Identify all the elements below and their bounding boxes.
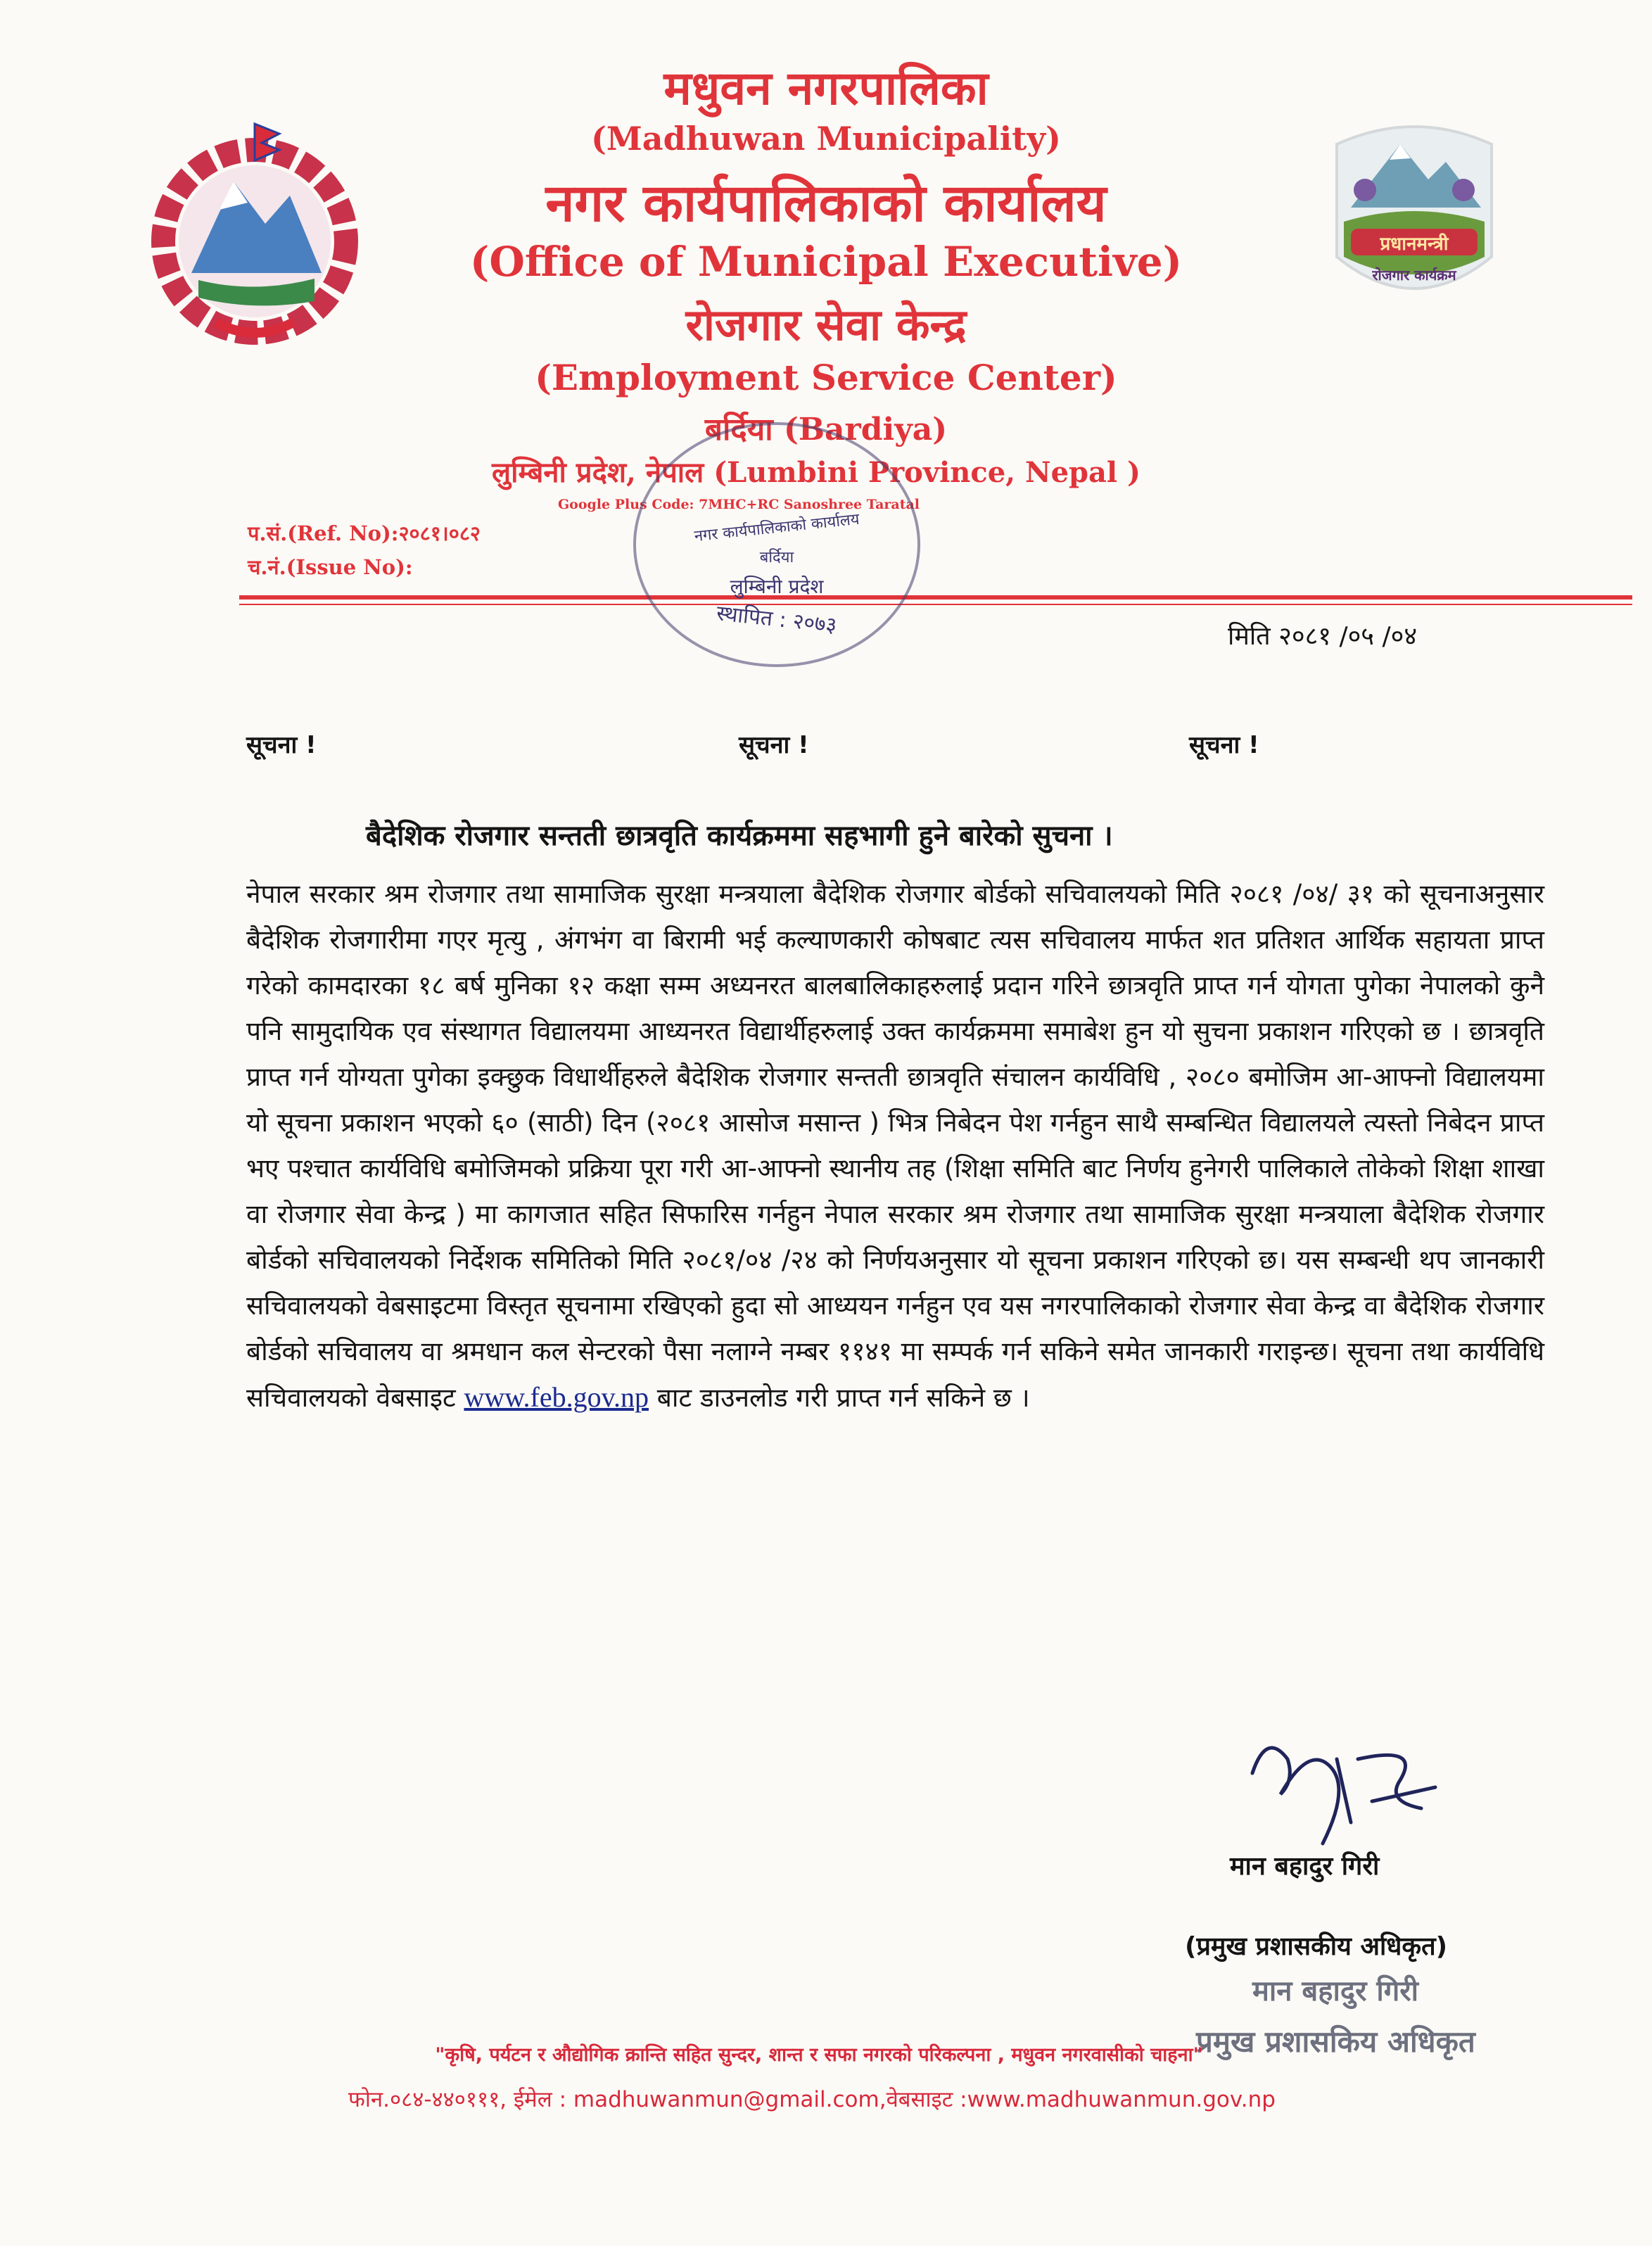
notice-date: मिति २०८१ /०५ /०४ bbox=[1228, 622, 1418, 651]
footer-contact: फोन.०८४-४४०१११, ईमेल : madhuwanmun@gmail.com,वेबसाइट :www.madhuwanmun.gov.np bbox=[348, 2087, 1276, 2112]
municipality-name-en: (Madhuwan Municipality) bbox=[591, 120, 1061, 158]
issue-number: च.नं.(Issue No): bbox=[248, 555, 413, 579]
stamp-line-3: लुम्बिनी प्रदेश bbox=[730, 575, 824, 598]
reference-number: प.सं.(Ref. No):२०८१।०८२ bbox=[248, 521, 481, 545]
center-name-np: रोजगार सेवा केन्द्र bbox=[685, 299, 967, 350]
municipality-name-np: मधुवन नगरपालिका bbox=[663, 61, 989, 115]
notice-body bbox=[246, 871, 1544, 1421]
notice-label-center: सूचना ! bbox=[739, 731, 809, 759]
designation-stamp-title: प्रमुख प्रशासकिय अधिकृत bbox=[1196, 2024, 1475, 2059]
designation-stamp-name: मान बहादुर गिरी bbox=[1252, 1975, 1418, 2007]
stamp-line-1: नगर कार्यपालिकाको कार्यालय bbox=[693, 510, 860, 546]
google-plus-code: Google Plus Code: 7MHC+RC Sanoshree Taratal bbox=[557, 497, 920, 512]
notice-body-end: बाट डाउनलोड गरी प्राप्त गर्न सकिने छ । bbox=[656, 1383, 1030, 1413]
right-logo-text: प्रधानमन्त्री bbox=[1380, 234, 1449, 255]
notice-label-right: सूचना ! bbox=[1189, 731, 1259, 759]
signatory-name: मान बहादुर गिरी bbox=[1230, 1852, 1380, 1881]
district-name: बर्दिया (Bardiya) bbox=[704, 412, 948, 448]
province-name: लुम्बिनी प्रदेश, नेपाल (Lumbini Province, Nepal ) bbox=[492, 456, 1140, 489]
signatory-designation: (प्रमुख प्रशासकीय अधिकृत) bbox=[1185, 1932, 1448, 1961]
office-name-np: नगर कार्यपालिकाको कार्यालय bbox=[545, 173, 1107, 234]
center-name-en: (Employment Service Center) bbox=[535, 357, 1117, 398]
right-logo-subtext: रोजगार कार्यक्रम bbox=[1372, 267, 1456, 284]
notice-subject: बैदेशिक रोजगार सन्तती छात्रवृति कार्यक्रममा सहभागी हुने बारेको सुचना । bbox=[366, 820, 1113, 852]
stamp-line-2: बर्दिया bbox=[759, 549, 794, 566]
stamp-line-4: स्थापित : २०७३ bbox=[715, 601, 838, 638]
notice-body-text: नेपाल सरकार श्रम रोजगार तथा सामाजिक सुरक्षा मन्त्रयाला बैदेशिक रोजगार बोर्डको सचिवालयको मिति २०८१ /०४/ ३१ को सूचनाअनुसार बैदेशिक रोजगारीमा गएर मृत्यु , अंगभंग वा बिरामी भई कल्याणकारी कोषबाट त्यस सचिवालय मार्फत शत प्रतिशत आर्थिक सहायता प्राप्त गरेको कामदारका १८ बर्ष मुनिका १२ कक्षा सम्म अध्यनरत बालबालिकाहरुलाई प्रदान गरिने छात्रवृति प्राप्त गर्न योगता पुगेका नेपालको कुनै पनि सामुदायिक एव संस्थागत विद्यालयमा आध्यनरत विद्यार्थीहरुलाई उक्त कार्यक्रममा समाबेश हुन यो सुचना प्रकाशन गरिएको छ । छात्रवृति प्राप्त गर्न योग्यता पुगेका इक्छुक विधार्थीहरुले बैदेशिक रोजगार सन्तती छात्रवृति संचालन कार्यविधि , २०८० बमोजिम आ-आफ्नो विद्यालयमा यो सूचना प्रकाशन भएको ६० (साठी) दिन (२०८१ आसोज मसान्त ) भित्र निबेदन पेश गर्नहुन साथै सम्बन्धित विद्यालयले त्यस्तो निबेदन प्राप्त भए पश्चात कार्यविधि बमोजिमको प्रक्रिया पूरा गरी आ-आफ्नो स्थानीय तह (शिक्षा समिति बाट निर्णय हुनेगरी पालिकाले तोकेको शिक्षा शाखा वा रोजगार सेवा केन्द्र ) मा कागजात सहित सिफारिस गर्नहुन नेपाल सरकार श्रम रोजगार तथा सामाजिक सुरक्षा मन्त्रयाला बैदेशिक रोजगार बोर्डको सचिवालयको निर्देशक समितिको मिति २०८१/०४ /२४ को निर्णयअनुसार यो सूचना प्रकाशन गरिएको छ। यस सम्बन्धी थप जानकारी सचिवालयको वेबसाइटमा विस्तृत सूचनामा रखिएको हुदा सो आध्ययन गर्नहुन एव यस नगरपालिकाको रोजगार सेवा केन्द्र वा बैदेशिक रोजगार बोर्डको सचिवालय वा श्रमधान कल सेन्टरको पैसा नलाग्ने नम्बर ११४१ मा सम्पर्क गर्न सकिने समेत जानकारी गराइन्छ। सूचना तथा कार्यविधि सचिवालयको वेबसाइट bbox=[246, 879, 1544, 1413]
office-stamp bbox=[633, 422, 920, 667]
notice-label-left: सूचना ! bbox=[246, 731, 317, 759]
header-rule-top bbox=[239, 595, 1632, 599]
feb-website-link[interactable]: www.feb.gov.np bbox=[464, 1381, 649, 1413]
header-rule-bottom bbox=[239, 604, 1632, 605]
footer-slogan: "कृषि, पर्यटन र औद्योगिक क्रान्ति सहित सुन्दर, शान्त र सफा नगरको परिकल्पना , मधुवन नगरवासीको चाहना" bbox=[435, 2044, 1203, 2066]
handwritten-signature bbox=[1238, 1717, 1449, 1858]
office-name-en: (Office of Municipal Executive) bbox=[469, 238, 1183, 286]
